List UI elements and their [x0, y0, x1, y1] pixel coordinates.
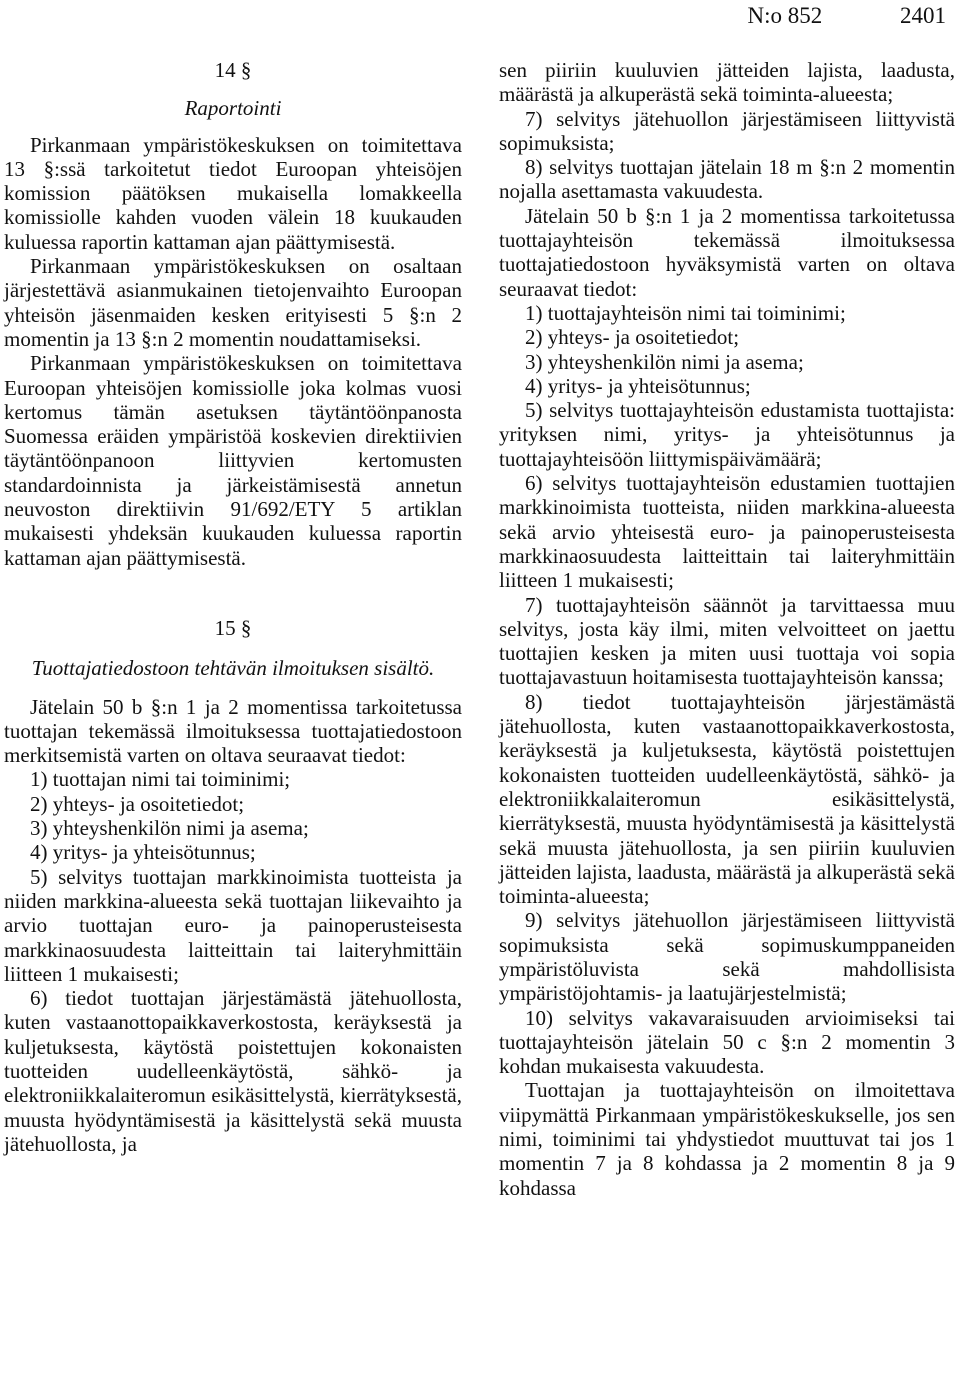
- left-column: [4, 58, 462, 1156]
- list-item: 3) yhteyshenkilön nimi ja asema;: [525, 349, 804, 374]
- list-item: 8) tiedot tuottajayhteisön järjestämästä jätehuollosta, kuten vastaanottopaikkaverkostosta, keräyksestä ja kuljetuksesta, käytöstä poistettujen kokonaisten tuotteiden uudelleenkäytöstä, sähkö- ja elektroniikkalaiteromun esikäsittelystä, kierrätyksestä, muusta hyödyntämisestä ja käsittelystä sekä muusta jätehuollosta, ja sen piiriin kuuluvien jätteiden lajista, laadusta, määrästä ja alkuperästä sekä toiminta-alueesta;: [499, 689, 955, 909]
- section-14-paragraph-3: Pirkanmaan ympäristökeskuksen on toimitettava Euroopan yhteisöjen komissiolle joka kolmas vuosi kertomus tämän asetuksen täytäntöönpanosta Suomessa eräiden ympäristöä koskevien direktiivien täytäntöönpanoon liittyvien kertomusten standardoinnista ja järkeistämisestä annetun neuvoston direktiivin 91/692/ETY 5 artiklan mukaisesti yhdeksän kuukauden kuluessa raportin kattaman ajan päättymisestä.: [4, 351, 462, 570]
- list-item: 4) yritys- ja yhteisötunnus;: [525, 373, 751, 398]
- list-item: 7) selvitys jätehuollon järjestämiseen liittyvistä sopimuksista;: [499, 106, 955, 155]
- page-number: 2401: [900, 3, 946, 28]
- list-item: 1) tuottajayhteisön nimi tai toiminimi;: [525, 300, 846, 325]
- list-item: 2) yhteys- ja osoitetiedot;: [30, 791, 245, 816]
- page-header: [748, 2, 947, 30]
- producer-organisation-intro: Jätelain 50 b §:n 1 ja 2 momentissa tarkoitetussa tuottajayhteisön tekemässä ilmoituksessa tuottajatiedostoon hyväksymistä varten on oltava seuraavat tiedot:: [499, 203, 955, 301]
- section-14-title: Raportointi: [184, 96, 282, 121]
- section-15-number: 15 §: [214, 615, 252, 640]
- section-15-title: Tuottajatiedostoon tehtävän ilmoituksen sisältö.: [31, 656, 435, 681]
- continued-item-text: sen piiriin kuuluvien jätteiden lajista, laadusta, määrästä ja alkuperästä sekä toiminta-alueesta;: [499, 58, 955, 107]
- section-15-intro: Jätelain 50 b §:n 1 ja 2 momentissa tarkoitetussa tuottajan tekemässä ilmoituksessa tuottajatiedostoon merkitsemistä varten on oltava seuraavat tiedot:: [4, 694, 462, 768]
- right-column: [499, 58, 955, 1200]
- list-item: 6) tiedot tuottajan järjestämästä jätehuollosta, kuten vastaanottopaikkaverkostosta, keräyksestä ja kuljetuksesta, käytöstä poistettujen kokonaisten tuotteiden uudelleenkäytöstä, sähkö- ja elektroniikkalaiteromun esikäsittelystä, kierrätyksestä, muusta hyödyntämisestä ja käsittelystä sekä muusta jätehuollosta, ja: [4, 986, 462, 1156]
- list-item: 6) selvitys tuottajayhteisön edustamien tuottajien markkinoimista tuotteista, niiden markkina-alueesta sekä arvio yhteisestä euro- ja painoperusteisesta markkinaosuudesta laitteittain tai laiteryhmittäin liitteen 1 mukaisesti;: [499, 471, 955, 593]
- list-item: 9) selvitys jätehuollon järjestämiseen liittyvistä sopimuksista sekä sopimuskumppaneiden ympäristöluvista sekä mahdollisista ympäristöjohtamis- ja laatujärjestelmistä;: [499, 908, 955, 1006]
- document-number: N:o 852: [747, 3, 823, 28]
- list-item: 8) selvitys tuottajan jätelain 18 m §:n 2 momentin nojalla asettamasta vakuudesta.: [499, 155, 955, 204]
- list-item: 4) yritys- ja yhteisötunnus;: [30, 840, 256, 865]
- list-item: 1) tuottajan nimi tai toiminimi;: [30, 767, 291, 792]
- section-14-paragraph-1: Pirkanmaan ympäristökeskuksen on toimitettava 13 §:ssä tarkoitetut tiedot Euroopan yhteisöjen komission päätöksen mukaisella lomakkeella komissiolle kahden vuoden välein 18 kuukauden kuluessa raportin kattaman ajan päättymisestä.: [4, 132, 462, 254]
- list-item: 5) selvitys tuottajayhteisön edustamista tuottajista: yrityksen nimi, yritys- ja yhteisötunnus ja tuottajayhteisöön liittymispäivämäärä;: [499, 398, 955, 471]
- list-item: 7) tuottajayhteisön säännöt ja tarvittaessa muu selvitys, josta käy ilmi, miten velvoitteet on jaettu tuottajien kesken ja miten uusi tuottaja voi sopia tuottajavastuun hoitamisesta tuottajayhteisön kanssa;: [499, 592, 955, 690]
- final-paragraph: Tuottajan ja tuottajayhteisön on ilmoitettava viipymättä Pirkanmaan ympäristökeskukselle, jos sen nimi, toiminimi tai yhdystiedot muuttuvat tai jos 1 momentin 7 ja 8 kohdassa ja 2 momentin 8 ja 9 kohdassa: [499, 1078, 955, 1200]
- list-item: 10) selvitys vakavaraisuuden arvioimiseksi tai tuottajayhteisön jätelain 50 c §:n 2 momentin 3 kohdan mukaisesta vakuudesta.: [499, 1005, 955, 1079]
- section-14-number: 14 §: [214, 58, 252, 82]
- list-item: 2) yhteys- ja osoitetiedot;: [525, 325, 740, 350]
- list-item: 3) yhteyshenkilön nimi ja asema;: [30, 816, 309, 841]
- list-item: 5) selvitys tuottajan markkinoimista tuotteista ja niiden markkina-alueesta sekä tuottajan liikevaihto ja arvio tuottajan euro- ja painoperusteisesta markkinaosuudesta laitteittain tai laiteryhmittäin liitteen 1 mukaisesti;: [4, 864, 462, 986]
- section-14-paragraph-2: Pirkanmaan ympäristökeskuksen on osaltaan järjestettävä asianmukainen tietojenvaihto Euroopan yhteisön jäsenmaiden kesken erityisesti 5 §:n 2 momentin ja 13 §:n 2 momentin noudattamiseksi.: [4, 254, 462, 351]
